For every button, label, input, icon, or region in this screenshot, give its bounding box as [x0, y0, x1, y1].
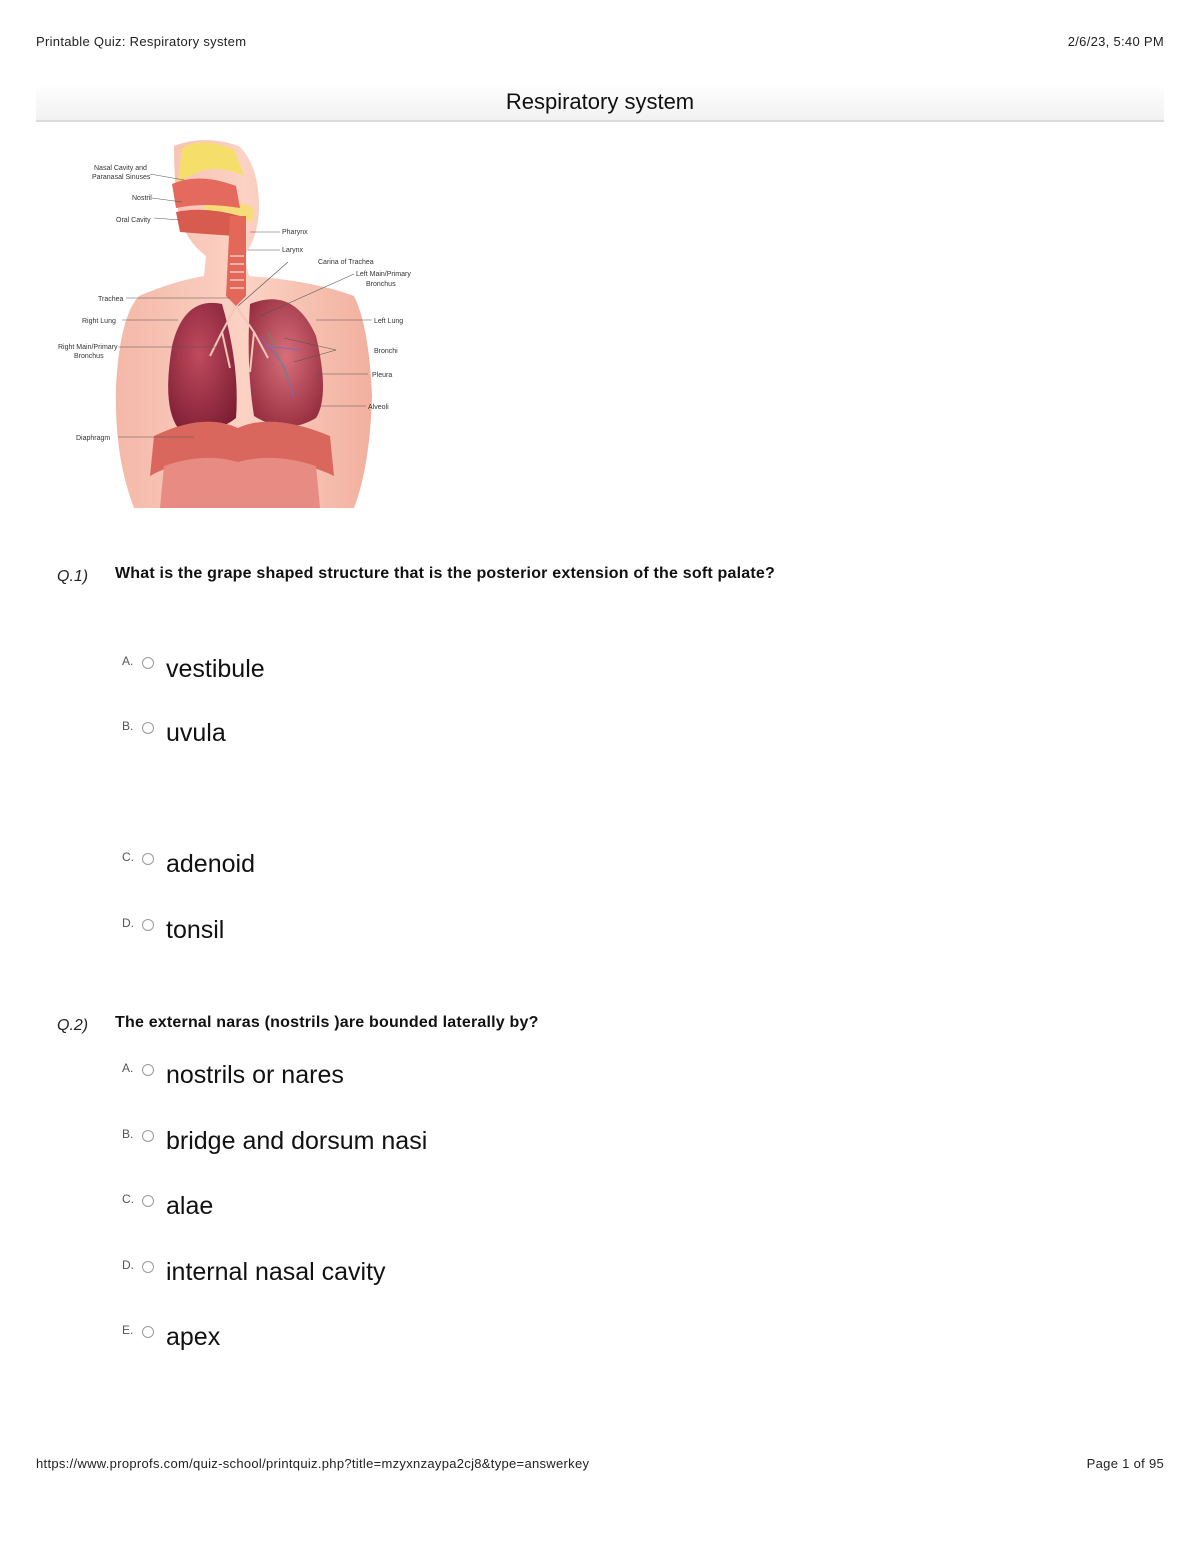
- label-nostril: Nostril: [132, 195, 152, 202]
- option-letter: A.: [122, 1061, 134, 1075]
- radio-button[interactable]: [142, 722, 154, 734]
- option-text: alae: [166, 1192, 214, 1220]
- page-title: Respiratory system: [36, 84, 1164, 122]
- option-letter: D.: [122, 916, 134, 930]
- question-text: The external naras (nostrils )are bounded laterally by?: [115, 1014, 539, 1031]
- option-text: internal nasal cavity: [166, 1258, 386, 1286]
- label-oral-cavity: Oral Cavity: [116, 217, 151, 224]
- label-pharynx: Pharynx: [282, 229, 308, 236]
- option-text: adenoid: [166, 850, 255, 878]
- label-left-lung: Left Lung: [374, 318, 404, 325]
- label-nasal-cavity: Nasal Cavity and: [94, 165, 147, 172]
- label-left-main-bronchus: Left Main/Primary: [356, 271, 411, 278]
- option-text: nostrils or nares: [166, 1061, 344, 1089]
- option-letter: B.: [122, 1127, 134, 1141]
- label-alveoli: Alveoli: [368, 404, 389, 411]
- question-number: Q.2): [57, 1017, 89, 1034]
- radio-button[interactable]: [142, 1130, 154, 1142]
- option-letter: C.: [122, 850, 134, 864]
- radio-button[interactable]: [142, 919, 154, 931]
- label-right-lung: Right Lung: [82, 318, 116, 325]
- question-number: Q.1): [57, 568, 89, 585]
- label-bronchi: Bronchi: [374, 348, 398, 355]
- label-diaphragm: Diaphragm: [76, 435, 111, 442]
- respiratory-system-diagram: [54, 136, 424, 508]
- option-text: apex: [166, 1323, 221, 1351]
- label-larynx: Larynx: [282, 247, 304, 254]
- label-paranasal-sinuses: Paranasal Sinuses: [92, 174, 151, 181]
- print-footer-url: https://www.proprofs.com/quiz-school/printquiz.php?title=mzyxnzaypa2cj8&type=answerkey: [36, 1456, 590, 1471]
- question-text: What is the grape shaped structure that is the posterior extension of the soft palate?: [115, 565, 775, 582]
- page-number: Page 1 of 95: [1086, 1456, 1164, 1471]
- print-header-title: Printable Quiz: Respiratory system: [36, 34, 247, 49]
- label-left-main-bronchus-2: Bronchus: [366, 281, 396, 288]
- label-trachea: Trachea: [98, 296, 124, 303]
- radio-button[interactable]: [142, 657, 154, 669]
- option-text: uvula: [166, 719, 226, 747]
- option-letter: A.: [122, 654, 134, 668]
- label-right-main-bronchus: Right Main/Primary: [58, 344, 118, 351]
- radio-button[interactable]: [142, 1195, 154, 1207]
- radio-button[interactable]: [142, 1064, 154, 1076]
- option-text: tonsil: [166, 916, 225, 944]
- label-right-main-bronchus-2: Bronchus: [74, 353, 104, 360]
- option-letter: D.: [122, 1258, 134, 1272]
- label-carina: Carina of Trachea: [318, 259, 374, 266]
- label-pleura: Pleura: [372, 372, 393, 379]
- option-letter: C.: [122, 1192, 134, 1206]
- option-text: vestibule: [166, 655, 265, 683]
- radio-button[interactable]: [142, 853, 154, 865]
- print-header-datetime: 2/6/23, 5:40 PM: [1067, 34, 1164, 49]
- option-letter: B.: [122, 719, 134, 733]
- option-letter: E.: [122, 1323, 134, 1337]
- option-text: bridge and dorsum nasi: [166, 1127, 428, 1155]
- radio-button[interactable]: [142, 1326, 154, 1338]
- radio-button[interactable]: [142, 1261, 154, 1273]
